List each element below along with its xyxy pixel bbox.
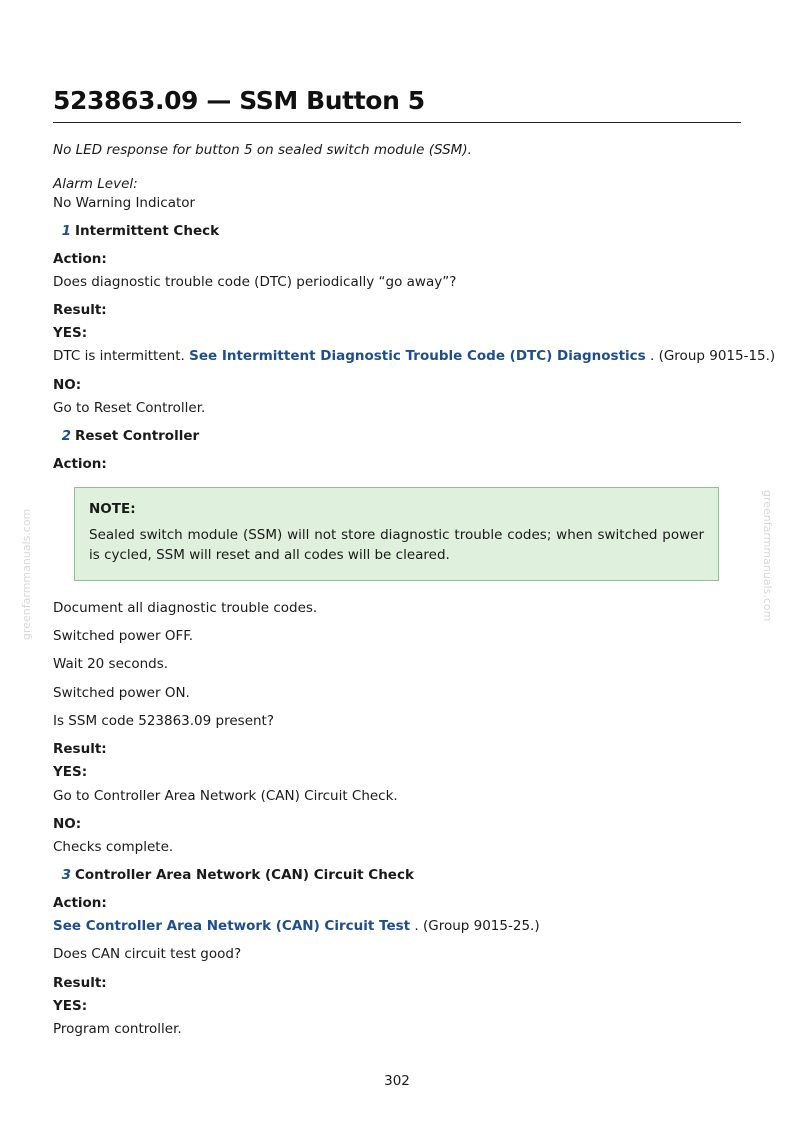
can-circuit-test-link[interactable]: See Controller Area Network (CAN) Circuit Test: [53, 918, 411, 934]
step-1-yes-prefix: DTC is intermittent.: [53, 348, 190, 364]
step-2-yes-label: YES:: [53, 764, 88, 780]
step-3-question: Does CAN circuit test good?: [53, 946, 242, 962]
page-number: 302: [384, 1073, 410, 1089]
step-1-action-label: Action:: [53, 251, 107, 267]
step-3-yes-label: YES:: [53, 998, 88, 1014]
alarm-level-value: No Warning Indicator: [53, 195, 196, 211]
note-body: Sealed switch module (SSM) will not store diagnostic trouble codes; when switched power is cycled, SSM will reset and all codes will be cleared.: [89, 527, 704, 563]
step-3-heading: [53, 867, 414, 883]
alarm-level-label: Alarm Level:: [53, 176, 138, 192]
intermittent-dtc-link[interactable]: See Intermittent Diagnostic Trouble Code (DTC) Diagnostics: [189, 348, 646, 364]
step-3-action-label: Action:: [53, 895, 107, 911]
step-2-line-5: Is SSM code 523863.09 present?: [53, 713, 275, 729]
step-2-number: 2: [61, 428, 71, 444]
step-3-result-label: Result:: [53, 975, 107, 991]
page-title: 523863.09 — SSM Button 5: [53, 86, 425, 115]
description: No LED response for button 5 on sealed switch module (SSM).: [53, 142, 472, 158]
title-divider: [53, 122, 741, 123]
step-3-number: 3: [61, 867, 71, 883]
step-2-line-2: Switched power OFF.: [53, 628, 194, 644]
step-1-yes-text: [53, 348, 775, 364]
step-3-action-text: [53, 918, 540, 934]
step-1-no-text: Go to Reset Controller.: [53, 400, 206, 416]
step-2-line-1: Document all diagnostic trouble codes.: [53, 600, 318, 616]
step-2-result-label: Result:: [53, 741, 107, 757]
step-2-action-label: Action:: [53, 456, 107, 472]
step-3-title: Controller Area Network (CAN) Circuit Check: [75, 867, 414, 883]
note-box: [74, 487, 719, 581]
step-1-title: Intermittent Check: [75, 223, 220, 239]
step-1-no-label: NO:: [53, 377, 82, 393]
note-title: NOTE:: [89, 501, 136, 517]
watermark-right: greenfarmmanuals.com: [761, 490, 774, 622]
step-2-heading: [53, 428, 199, 444]
step-1-heading: [53, 223, 219, 239]
step-2-no-text: Checks complete.: [53, 839, 174, 855]
step-1-yes-label: YES:: [53, 325, 88, 341]
step-1-yes-suffix: . (Group 9015-15.): [645, 348, 776, 364]
step-3-yes-text: Program controller.: [53, 1021, 182, 1037]
step-1-number: 1: [61, 223, 71, 239]
step-2-title: Reset Controller: [75, 428, 200, 444]
step-2-yes-text: Go to Controller Area Network (CAN) Circuit Check.: [53, 788, 398, 804]
step-1-result-label: Result:: [53, 302, 107, 318]
step-2-line-3: Wait 20 seconds.: [53, 656, 169, 672]
step-1-action-text: Does diagnostic trouble code (DTC) periodically “go away”?: [53, 274, 457, 290]
step-2-line-4: Switched power ON.: [53, 685, 190, 701]
watermark-left: greenfarmmanuals.com: [20, 508, 33, 640]
step-3-action-suffix: . (Group 9015-25.): [410, 918, 540, 934]
step-2-no-label: NO:: [53, 816, 82, 832]
